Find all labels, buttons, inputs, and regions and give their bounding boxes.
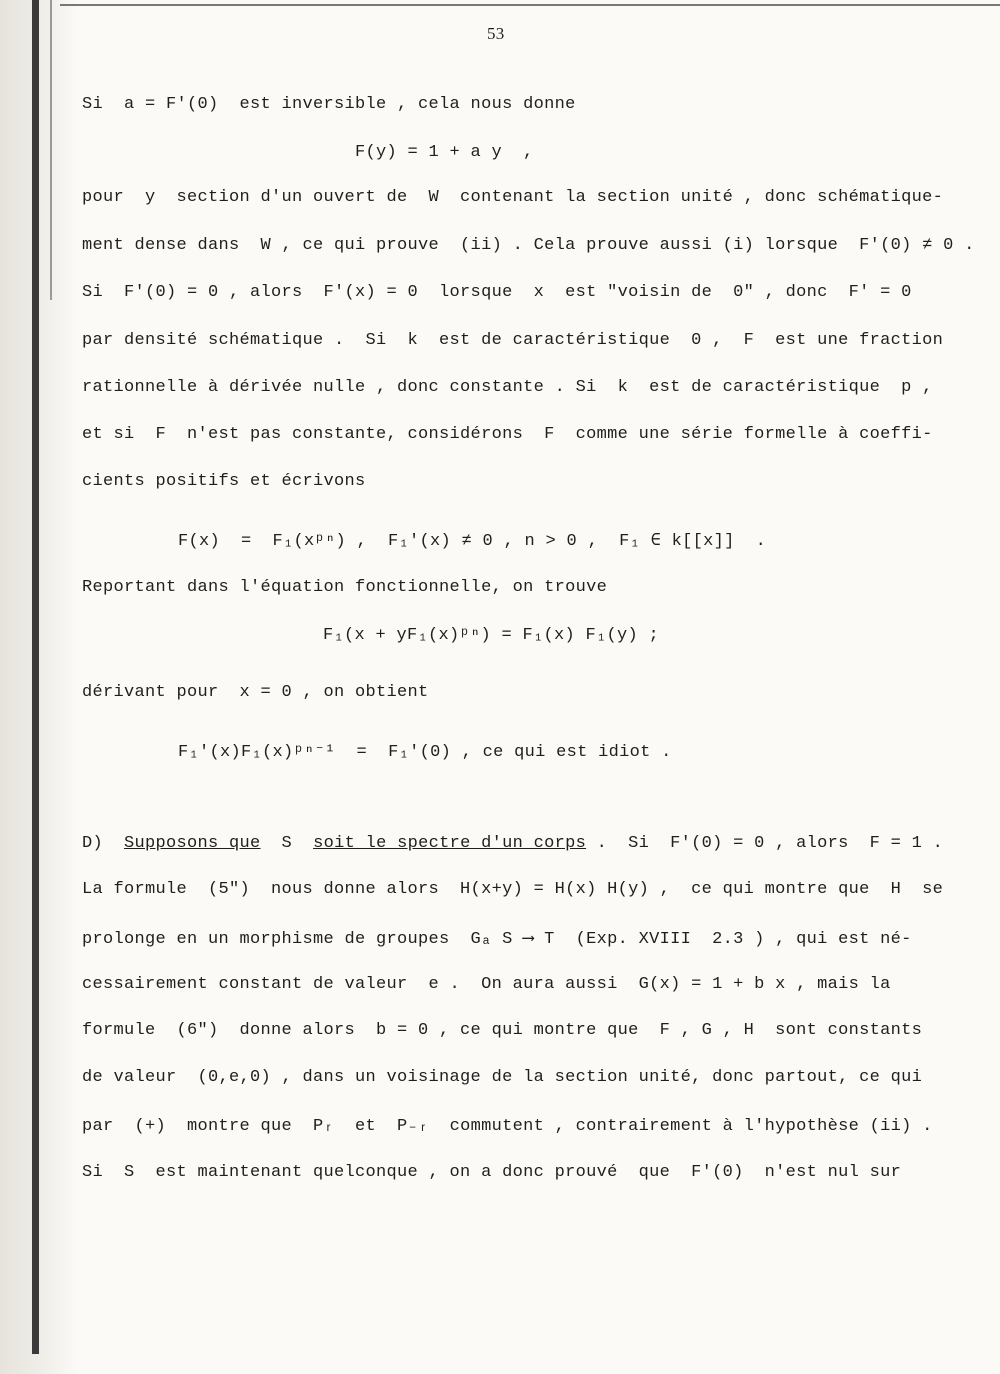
- underlined-phrase: Supposons que: [124, 834, 261, 853]
- binding-edge: [32, 0, 39, 1354]
- binding-mark: [50, 0, 52, 300]
- equation: F(x) = F₁(xᵖⁿ) , F₁'(x) ≠ 0 , n > 0 , F₁ ∈ k[[x]] .: [178, 532, 767, 551]
- text-line: formule (6") donne alors b = 0 , ce qui montre que F , G , H sont constants: [82, 1021, 923, 1040]
- text-line: pour y section d'un ouvert de W contenant la section unité , donc schématique-: [82, 188, 944, 207]
- text-line: Si a = F'(0) est inversible , cela nous donne: [82, 95, 576, 114]
- section-heading-line: [82, 834, 943, 853]
- equation: F₁(x + yF₁(x)ᵖⁿ) = F₁(x) F₁(y) ;: [323, 626, 660, 645]
- text-span: . Si F'(0) = 0 , alors F = 1 .: [586, 834, 944, 853]
- text-line: et si F n'est pas constante, considérons F comme une série formelle à coeffi-: [82, 425, 933, 444]
- text-line: par (+) montre que Pᵣ et P₋ᵣ commutent , contrairement à l'hypothèse (ii) .: [82, 1117, 933, 1136]
- page-number: 53: [487, 24, 505, 43]
- text-line: Si F'(0) = 0 , alors F'(x) = 0 lorsque x est "voisin de 0" , donc F' = 0: [82, 283, 912, 302]
- underlined-phrase: soit le spectre d'un corps: [313, 834, 587, 853]
- text-line: rationnelle à dérivée nulle , donc constante . Si k est de caractéristique p ,: [82, 378, 933, 397]
- text-line: cients positifs et écrivons: [82, 472, 366, 491]
- text-line: Reportant dans l'équation fonctionnelle, on trouve: [82, 578, 608, 597]
- page-edge-shadow: [0, 0, 78, 1374]
- text-line: ment dense dans W , ce qui prouve (ii) . Cela prouve aussi (i) lorsque F'(0) ≠ 0 .: [82, 236, 975, 255]
- section-label: D): [82, 834, 125, 853]
- text-line: prolonge en un morphisme de groupes Gₐ S ⟶ T (Exp. XVIII 2.3 ) , qui est né-: [82, 930, 912, 949]
- text-line: Si S est maintenant quelconque , on a donc prouvé que F'(0) n'est nul sur: [82, 1163, 902, 1182]
- text-line: par densité schématique . Si k est de caractéristique 0 , F est une fraction: [82, 331, 944, 350]
- equation: F₁'(x)F₁(x)ᵖⁿ⁻¹ = F₁'(0) , ce qui est idiot .: [178, 743, 672, 762]
- page-top-border: [60, 4, 1000, 6]
- text-line: de valeur (0,e,0) , dans un voisinage de la section unité, donc partout, ce qui: [82, 1068, 923, 1087]
- text-line: La formule (5") nous donne alors H(x+y) = H(x) H(y) , ce qui montre que H se: [82, 880, 944, 899]
- text-line: cessairement constant de valeur e . On aura aussi G(x) = 1 + b x , mais la: [82, 975, 891, 994]
- text-line: dérivant pour x = 0 , on obtient: [82, 683, 429, 702]
- equation: F(y) = 1 + a y ,: [355, 143, 534, 162]
- text-span: S: [260, 834, 314, 853]
